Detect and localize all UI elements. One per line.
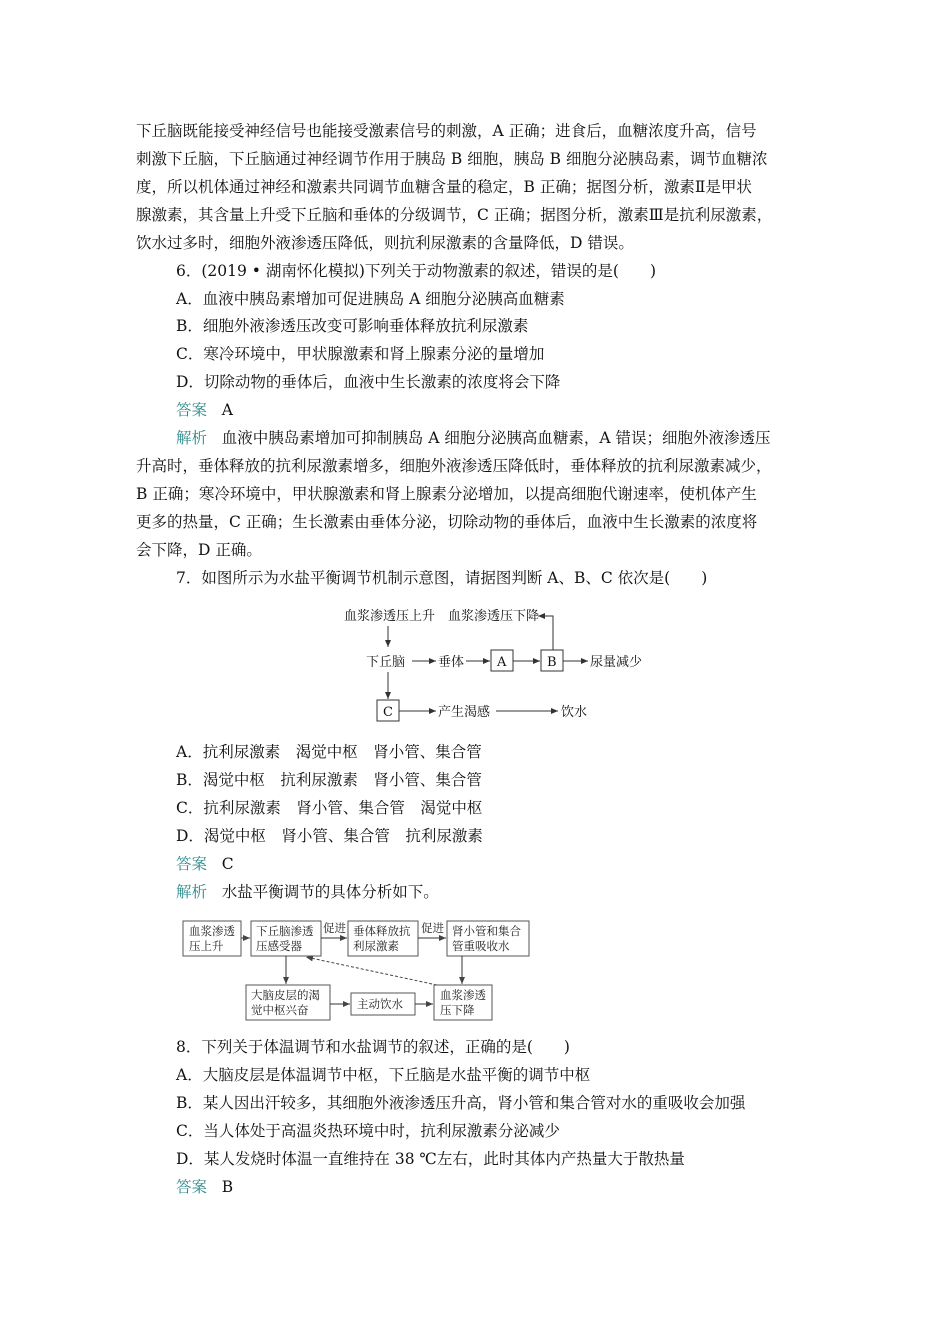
- q6-option-b: B．细胞外液渗透压改变可影响垂体释放抗利尿激素: [176, 317, 529, 335]
- flow-text: 压上升: [189, 939, 224, 953]
- intro-line: 腺激素，其含量上升受下丘脑和垂体的分级调节，C 正确；据图分析，激素Ⅲ是抗利尿激素，: [136, 206, 773, 224]
- q8-answer: [176, 1174, 233, 1201]
- analysis-label: 解析: [176, 883, 208, 901]
- flow-promote-label: 促进: [323, 921, 346, 935]
- water-salt-flowchart: [180, 915, 540, 1025]
- question-6-stem: 6．(2019 • 湖南怀化模拟)下列关于动物激素的叙述，错误的是( ): [176, 262, 656, 280]
- q8-option-b: B．某人因出汗较多，其细胞外液渗透压升高，肾小管和集合管对水的重吸收会加强: [176, 1094, 746, 1112]
- answer-value: B: [221, 1178, 234, 1196]
- flow-text: 利尿激素: [353, 939, 399, 953]
- answer-label: 答案: [176, 1178, 208, 1196]
- flow-promote-label: 促进: [421, 921, 444, 935]
- label-c: C: [383, 705, 393, 720]
- flow-text: 血浆渗透: [189, 924, 235, 938]
- q7-answer: [176, 851, 234, 878]
- label-drink: 饮水: [561, 705, 588, 720]
- q6-analysis-line: B 正确；寒冷环境中，甲状腺激素和肾上腺素分泌增加，以提高细胞代谢速率，使机体产生: [136, 485, 757, 503]
- q6-analysis-line: 会下降，D 正确。: [136, 541, 262, 559]
- label-a: A: [497, 655, 507, 670]
- q8-option-c: C．当人体处于高温炎热环境中时，抗利尿激素分泌减少: [176, 1122, 560, 1140]
- flow-text: 下丘脑渗透: [256, 924, 314, 938]
- q6-option-c: C．寒冷环境中，甲状腺激素和肾上腺素分泌的量增加: [176, 345, 545, 363]
- flow-text: 垂体释放抗: [353, 924, 411, 938]
- q7-option-a: A．抗利尿激素 渴觉中枢 肾小管、集合管: [176, 743, 482, 761]
- q6-analysis-line: 更多的热量，C 正确；生长激素由垂体分泌，切除动物的垂体后，血液中生长激素的浓度将: [136, 513, 758, 531]
- intro-line: 刺激下丘脑，下丘脑通过神经调节作用于胰岛 B 细胞，胰岛 B 细胞分泌胰岛素，调节血糖浓: [136, 150, 768, 168]
- analysis-text: 水盐平衡调节的具体分析如下。: [221, 883, 439, 901]
- q7-option-c: C．抗利尿激素 肾小管、集合管 渴觉中枢: [176, 799, 483, 817]
- flow-text: 管重吸收水: [452, 939, 510, 953]
- flow-text: 觉中枢兴奋: [251, 1003, 309, 1017]
- q6-option-a: A．血液中胰岛素增加可促进胰岛 A 细胞分泌胰高血糖素: [176, 290, 565, 308]
- q6-answer: [176, 397, 233, 424]
- answer-value: C: [221, 855, 234, 873]
- flow-text: 主动饮水: [357, 997, 403, 1011]
- label-thirst: 产生渴感: [438, 705, 491, 720]
- q6-analysis-line: 升高时，垂体释放的抗利尿激素增多，细胞外液渗透压降低时，垂体释放的抗利尿激素减少，: [136, 457, 772, 475]
- analysis-label: 解析: [176, 429, 208, 447]
- q7-analysis: [176, 879, 439, 906]
- label-plasma-fall: 血浆渗透压下降: [448, 609, 540, 624]
- intro-line: 饮水过多时，细胞外液渗透压降低，则抗利尿激素的含量降低，D 错误。: [136, 234, 634, 252]
- flow-text: 大脑皮层的渴: [251, 988, 320, 1002]
- q7-option-d: D．渴觉中枢 肾小管、集合管 抗利尿激素: [176, 827, 483, 845]
- intro-line: 度，所以机体通过神经和激素共同调节血糖含量的稳定，B 正确；据图分析，激素Ⅱ是甲状: [136, 178, 752, 196]
- q6-analysis-first: [176, 425, 770, 452]
- water-salt-diagram: [330, 600, 660, 730]
- q7-option-b: B．渴觉中枢 抗利尿激素 肾小管、集合管: [176, 771, 482, 789]
- question-7-stem: 7．如图所示为水盐平衡调节机制示意图，请据图判断 A、B、C 依次是( ): [176, 569, 708, 587]
- label-urine-decrease: 尿量减少: [590, 655, 643, 670]
- answer-value: A: [221, 401, 233, 419]
- intro-line: 下丘脑既能接受神经信号也能接受激素信号的刺激，A 正确；进食后，血糖浓度升高，信号: [136, 122, 757, 140]
- analysis-text: 血液中胰岛素增加可抑制胰岛 A 细胞分泌胰高血糖素，A 错误；细胞外液渗透压: [221, 429, 771, 447]
- q8-option-a: A．大脑皮层是体温调节中枢，下丘脑是水盐平衡的调节中枢: [176, 1066, 591, 1084]
- q6-option-d: D．切除动物的垂体后，血液中生长激素的浓度将会下降: [176, 373, 561, 391]
- flow-text: 压感受器: [256, 939, 302, 953]
- flow-text: 肾小管和集合: [452, 924, 521, 938]
- question-8-stem: 8．下列关于体温调节和水盐调节的叙述，正确的是( ): [176, 1038, 570, 1056]
- label-pituitary: 垂体: [438, 655, 465, 670]
- flow-text: 血浆渗透: [440, 988, 486, 1002]
- label-hypothalamus: 下丘脑: [366, 655, 406, 670]
- q8-option-d: D．某人发烧时体温一直维持在 38 ℃左右，此时其体内产热量大于散热量: [176, 1150, 685, 1168]
- flow-text: 压下降: [440, 1003, 475, 1017]
- label-b: B: [547, 655, 557, 670]
- label-plasma-rise: 血浆渗透压上升: [344, 609, 436, 624]
- answer-label: 答案: [176, 401, 208, 419]
- answer-label: 答案: [176, 855, 208, 873]
